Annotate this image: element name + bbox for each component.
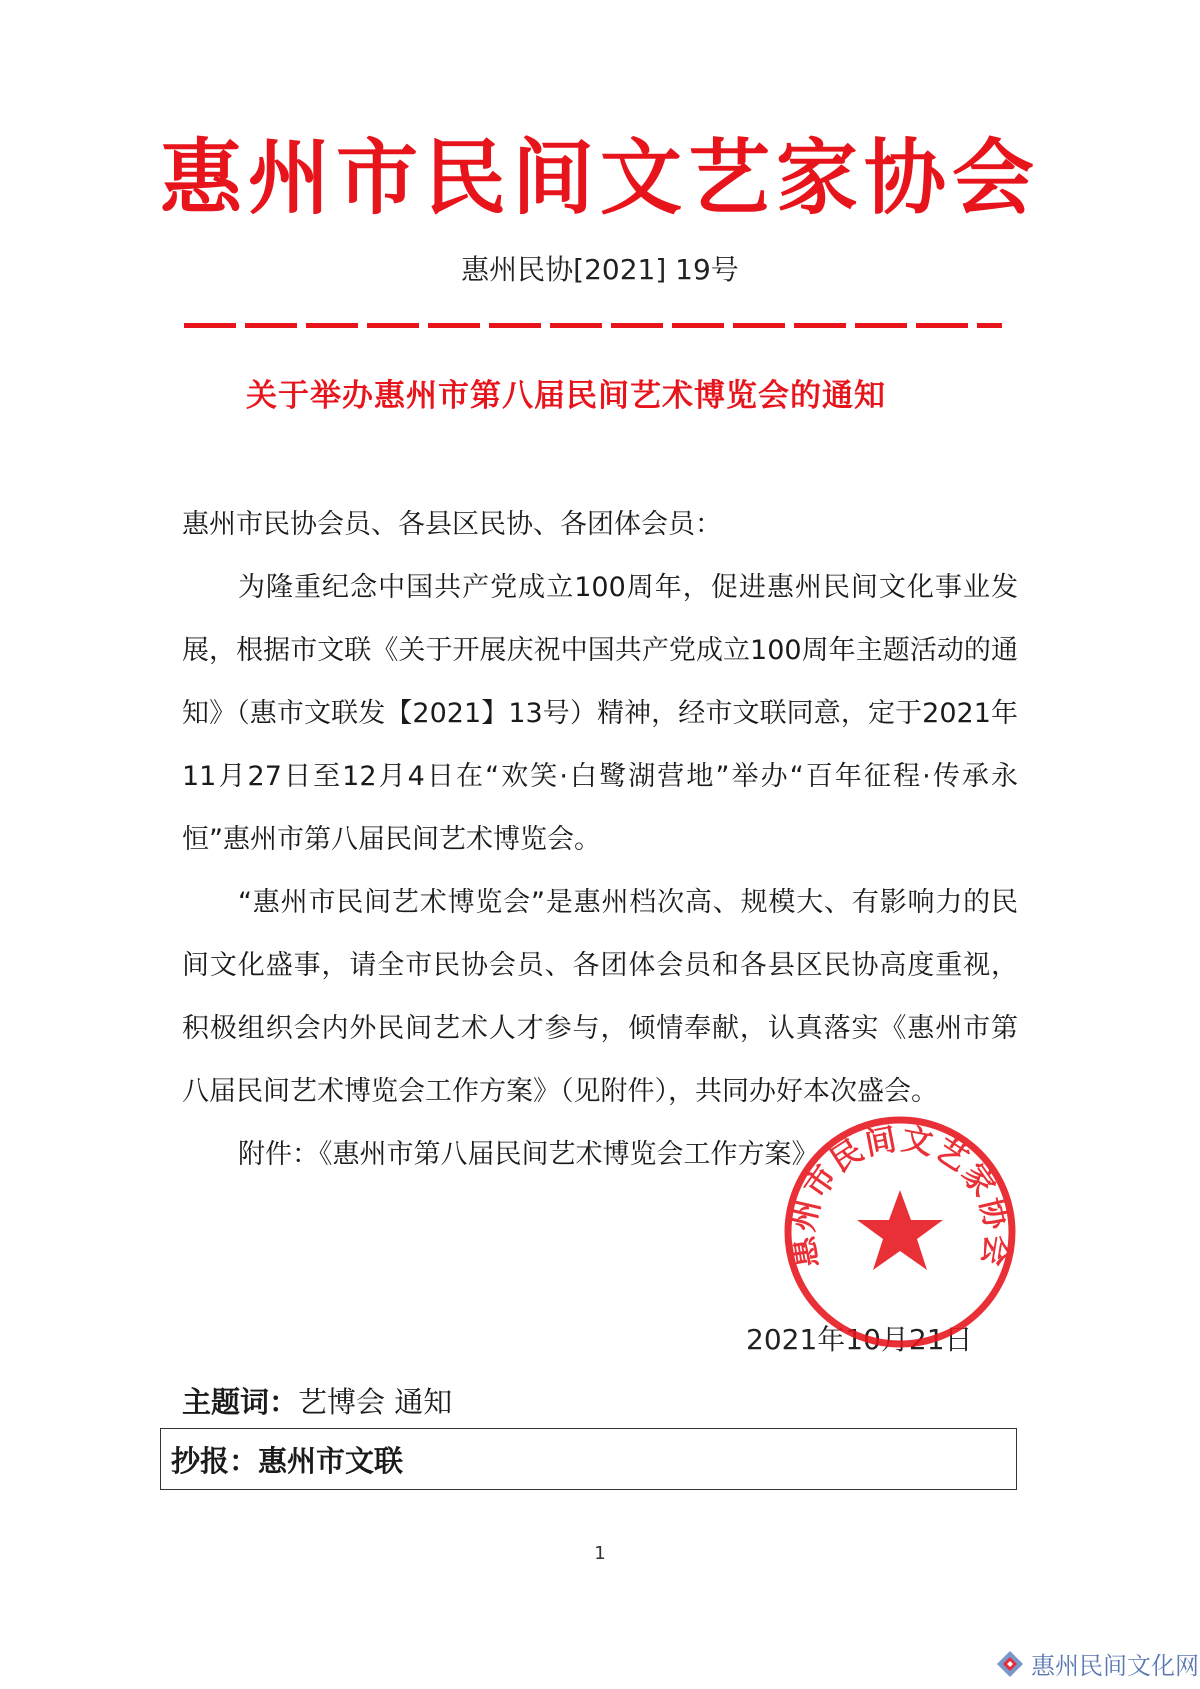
cc-label: 抄报：	[171, 1443, 259, 1478]
keywords-value: 艺博会 通知	[298, 1385, 453, 1419]
notice-body	[182, 493, 1018, 1186]
notice-title: 关于举办惠州市第八届民间艺术博览会的通知	[246, 378, 886, 414]
logo-diamond-icon	[995, 1649, 1025, 1679]
official-seal	[780, 1112, 1020, 1352]
star-icon	[857, 1190, 943, 1270]
document-number: 惠州民协[2021] 19号	[461, 253, 739, 286]
svg-text:惠州市民间文艺家协会: 惠州市民间文艺家协会	[784, 1121, 1016, 1271]
cc-value: 惠州市文联	[258, 1443, 404, 1478]
issue-date: 2021年10月21日	[746, 1323, 973, 1356]
paragraph-1: 为隆重纪念中国共产党成立100周年，促进惠州民间文化事业发展，根据市文联《关于开展庆祝中国共产党成立100周年主题活动的通知》（惠市文联发【2021】13号）精神，经市文联同意，定于2021年11月27日至12月4日在“欢笑·白鹭湖营地”举办“百年征程·传承永恒”惠州市第八届民间艺术博览会。	[182, 572, 1018, 855]
page-number: 1	[594, 1543, 606, 1564]
watermark-text: 惠州民间文化网	[1031, 1652, 1199, 1680]
keywords-line	[182, 1380, 452, 1421]
cc-box	[160, 1428, 1017, 1490]
keywords-label: 主题词：	[182, 1385, 299, 1419]
red-divider-rule	[184, 323, 1002, 328]
salutation: 惠州市民协会员、各县区民协、各团体会员：	[182, 509, 722, 540]
paragraph-2: “惠州市民间艺术博览会”是惠州档次高、规模大、有影响力的民间文化盛事，请全市民协会员、各团体会员和各县区民协高度重视，积极组织会内外民间艺术人才参与，倾情奉献，认真落实《惠州市第八届民间艺术博览会工作方案》（见附件），共同办好本次盛会。	[182, 887, 1018, 1107]
attachment-line: 附件：《惠州市第八届民间艺术博览会工作方案》	[238, 1139, 819, 1170]
org-title: 惠州市民间文艺家协会	[159, 131, 1040, 226]
watermark	[995, 1646, 1199, 1681]
